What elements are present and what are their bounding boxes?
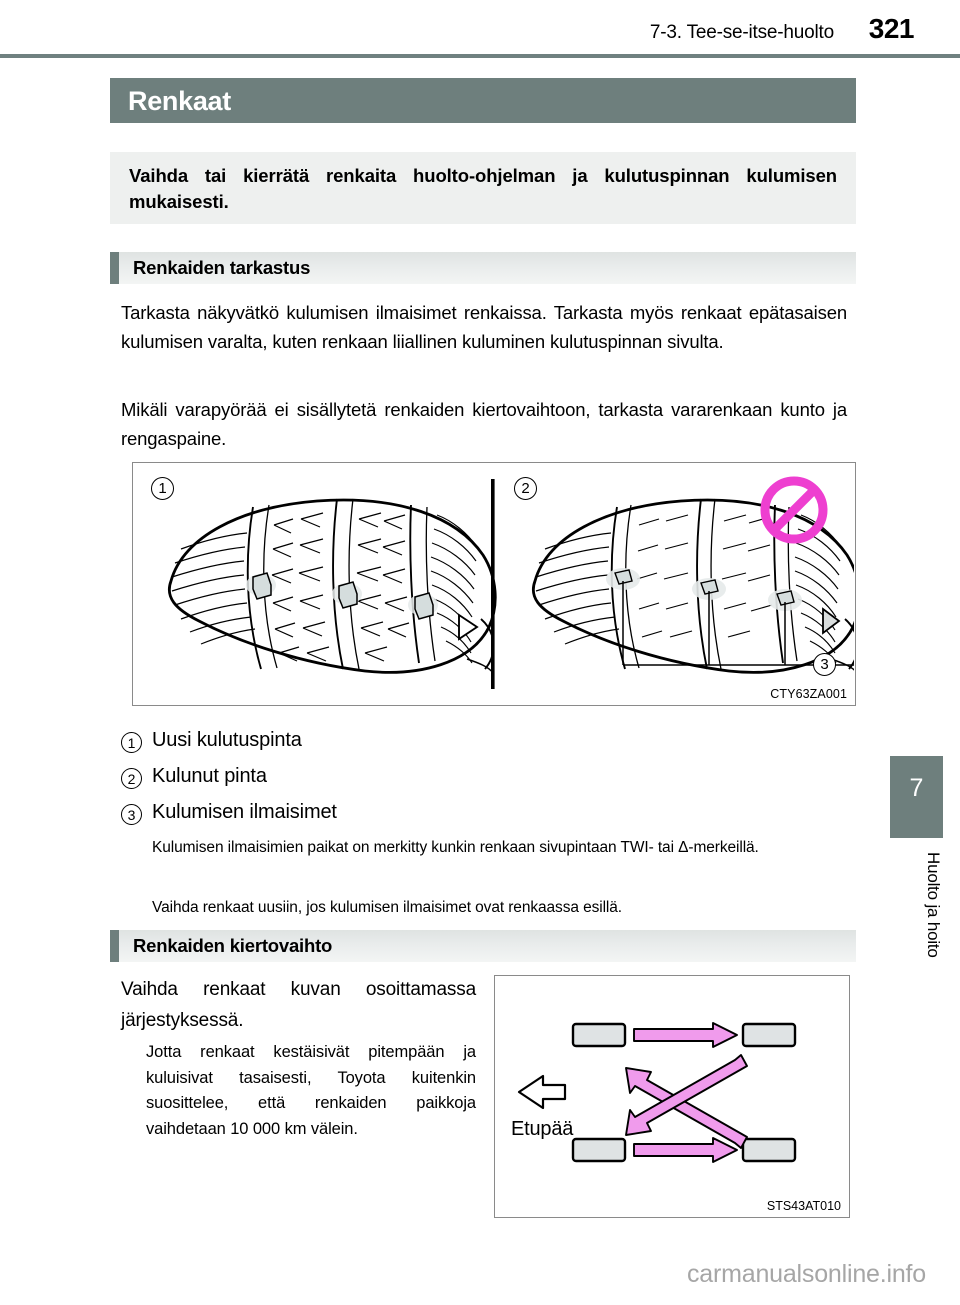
tire-rotation-diagram	[495, 976, 848, 1216]
legend-label-2: Kulunut pinta	[152, 765, 267, 787]
rotation-arrow-bottom	[634, 1138, 737, 1162]
page-number: 321	[868, 13, 914, 44]
chapter-tab-label: Huolto ja hoito	[924, 852, 943, 958]
legend-note-1: Kulumisen ilmaisimien paikat on merkitty kunkin renkaan sivupintaan TWI- tai Δ-merkeillä.	[152, 839, 759, 856]
tire-rear-right	[743, 1139, 795, 1161]
rotation-paragraph-sub: Jotta renkaat kestäisivät pitempään ja kuluisivat tasaisesti, Toyota kuitenkin suosittelee, että renkaiden paikkoja vaihdetaan 10 000 km välein.	[146, 1043, 476, 1138]
page-header	[0, 0, 960, 52]
rotation-arrow-diagonal-down	[626, 1055, 747, 1135]
notice-text: Vaihda tai kierrätä renkaita huolto-ohjelman ja kulutuspinnan kulumisen mukaisesti.	[129, 165, 837, 213]
subheader-tire-inspection	[110, 252, 856, 284]
inspection-paragraph-2: Mikäli varapyörää ei sisällytetä renkaiden kiertovaihtoon, tarkasta vararenkaan kunto ja rengaspaine.	[121, 399, 847, 450]
tire-tread-illustration	[133, 463, 854, 704]
legend-number-2: 2	[121, 768, 142, 789]
chapter-tab[interactable]	[890, 756, 943, 838]
legend-number-3: 3	[121, 804, 142, 825]
figure-callout-2: 2	[514, 477, 537, 500]
legend-item-2	[121, 765, 851, 788]
section-title-bar	[110, 78, 856, 123]
figure-tire-rotation	[494, 975, 850, 1218]
rotation-paragraph-main: Vaihda renkaat kuvan osoittamassa järjestyksessä.	[121, 979, 476, 1031]
legend-item-3	[121, 801, 851, 824]
rotation-arrow-top	[634, 1023, 737, 1047]
subheader-tire-rotation	[110, 930, 856, 962]
front-direction-arrow-icon	[519, 1076, 565, 1108]
inspection-paragraph-1: Tarkasta näkyvätkö kulumisen ilmaisimet renkaissa. Tarkasta myös renkaat epätasaisen kulumisen varalta, kuten renkaan liiallinen kuluminen kulutuspinnan sivulta.	[121, 302, 847, 353]
legend-item-1	[121, 729, 851, 752]
tire-rear-left	[743, 1024, 795, 1046]
figure-callout-1: 1	[151, 477, 174, 500]
page-title: Renkaat	[128, 86, 231, 116]
tire-front-right	[573, 1139, 625, 1161]
subheader-tire-rotation-label: Renkaiden kiertovaihto	[133, 935, 333, 956]
legend-label-1: Uusi kulutuspinta	[152, 729, 302, 751]
figure-tire-rotation-code: STS43AT010	[766, 1199, 841, 1213]
header-chapter-title: 7-3. Tee-se-itse-huolto	[649, 22, 834, 43]
front-direction-label: Etupää	[511, 1118, 574, 1140]
figure-tire-tread-code: CTY63ZA001	[770, 687, 847, 701]
tire-front-left	[573, 1024, 625, 1046]
legend-number-1: 1	[121, 732, 142, 753]
site-watermark: carmanualsonline.info	[686, 1260, 926, 1288]
figure-tire-tread	[132, 462, 856, 706]
legend-note-2: Vaihda renkaat uusiin, jos kulumisen ilmaisimet ovat renkaassa esillä.	[152, 899, 622, 916]
rotation-arrow-diagonal-up	[626, 1068, 747, 1148]
figure-callout-3: 3	[813, 653, 836, 676]
subheader-tire-inspection-label: Renkaiden tarkastus	[133, 257, 311, 278]
legend-label-3: Kulumisen ilmaisimet	[152, 801, 337, 823]
chapter-tab-number: 7	[909, 774, 924, 802]
header-divider-rule	[0, 54, 960, 58]
notice-box	[110, 152, 856, 224]
